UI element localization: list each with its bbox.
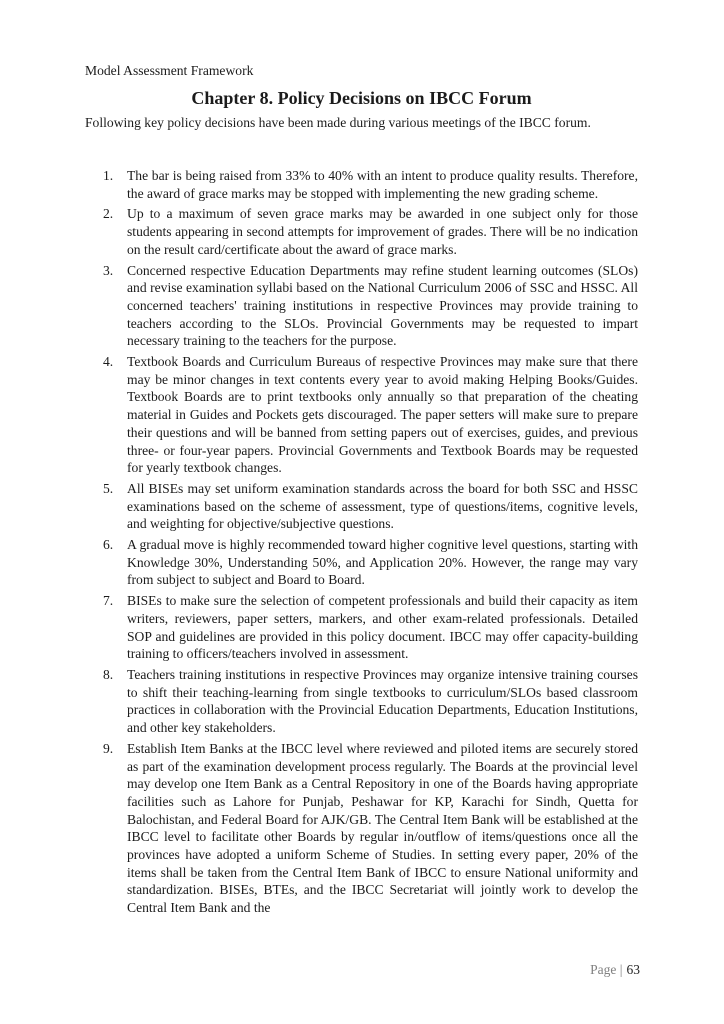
list-item: [85, 480, 638, 533]
list-item-number: 5.: [103, 480, 114, 496]
list-item-text: All BISEs may set uniform examination standards across the board for both SSC and HSSC examinations based on the scheme of assessment, type of questions/items, cognitive levels, and weighting for objective/subjective questions.: [127, 480, 638, 532]
list-item-text: Establish Item Banks at the IBCC level where reviewed and piloted items are securely stored as part of the examination development process regularly. The Boards at the provincial level may develop one Item Bank as a Central Repository in one of the Boards having appropriate facilities such as Lahore for Punjab, Peshawar for KP, Karachi for Sindh, Quetta for Balochistan, and Federal Board for AJK/GB. The Central Item Bank will be established at the IBCC level to facilitate other Boards by regular in/outflow of items/questions once all the provinces have adopted a uniform Scheme of Studies. In setting every paper, 20% of the items shall be taken from the Central Item Bank of IBCC to ensure National uniformity and standardization. BISEs, BTEs, and the IBCC Secretariat will jointly work to develop the Central Item Bank and the: [127, 740, 638, 916]
page-footer: [590, 961, 640, 979]
policy-decision-list: [85, 167, 638, 917]
list-item-text: BISEs to make sure the selection of competent professionals and build their capacity as item writers, reviewers, paper setters, markers, and other exam-related professionals. Detailed SOP and guidelines are provided in this policy document. IBCC may offer capacity-building training to officers/teachers involved in assessment.: [127, 593, 638, 662]
running-header: Model Assessment Framework: [85, 63, 254, 78]
chapter-title: Chapter 8. Policy Decisions on IBCC Forum: [191, 88, 532, 108]
list-item: [85, 262, 638, 351]
list-item-number: 1.: [103, 168, 114, 183]
list-item-text: Textbook Boards and Curriculum Bureaus of respective Provinces may make sure that there may be minor changes in text contents every year to avoid making Helping Books/Guides. Textbook Boards are to print textbooks only annually so that preparation of the cheating material in Guides and Pockets gets discouraged. The paper setters will make sure to prepare their questions and will be banned from setting papers out of exercises, guides, and previous three- or four-year papers. Provincial Governments and Textbook Boards may be requested for yearly textbook changes.: [127, 354, 638, 476]
list-item-text: Concerned respective Education Departments may refine student learning outcomes (SLOs) and revise examination syllabi based on the National Curriculum 2006 of SSC and HSSC. All concerned teachers' training institutions in respective Provinces may provide training to teachers according to the SLOs. Provincial Governments may be requested to impart necessary training to the teachers for the purpose.: [127, 262, 638, 349]
list-item: [85, 353, 638, 477]
list-item: [85, 167, 638, 202]
list-item-text: The bar is being raised from 33% to 40% with an intent to produce quality results. Therefore, the award of grace marks may be stopped with implementing the new grading scheme.: [127, 168, 638, 201]
list-item: [85, 740, 638, 917]
list-item-number: 9.: [103, 740, 114, 756]
page-footer-number: 63: [626, 962, 640, 977]
list-item-text: Teachers training institutions in respective Provinces may organize intensive training courses to shift their teaching-learning from single textbooks to curriculum/SLOs based classroom practices in collaboration with the Provincial Education Departments, Education Institutions, and other key stakeholders.: [127, 666, 638, 736]
list-item-number: 7.: [103, 593, 114, 609]
list-item: [85, 666, 638, 737]
list-item-number: 3.: [103, 262, 114, 278]
list-item: [85, 536, 638, 589]
page-footer-label: Page |: [590, 962, 623, 977]
list-item-text: A gradual move is highly recommended toward higher cognitive level questions, starting with Knowledge 30%, Understanding 50%, and Application 20%. However, the range may vary from subject to subject and Board to Board.: [127, 537, 638, 588]
list-item-text: Up to a maximum of seven grace marks may be awarded in one subject only for those students appearing in second attempts for improvement of grades. There will be no indication on the result card/certificate about the award of grace marks.: [127, 206, 638, 257]
list-item: [85, 205, 638, 258]
intro-paragraph: Following key policy decisions have been made during various meetings of the IBCC forum.: [85, 115, 591, 130]
list-item-number: 4.: [103, 354, 114, 370]
list-item-number: 2.: [103, 206, 114, 222]
list-item-number: 6.: [103, 537, 114, 553]
list-item: [85, 592, 638, 663]
list-item-number: 8.: [103, 666, 114, 682]
